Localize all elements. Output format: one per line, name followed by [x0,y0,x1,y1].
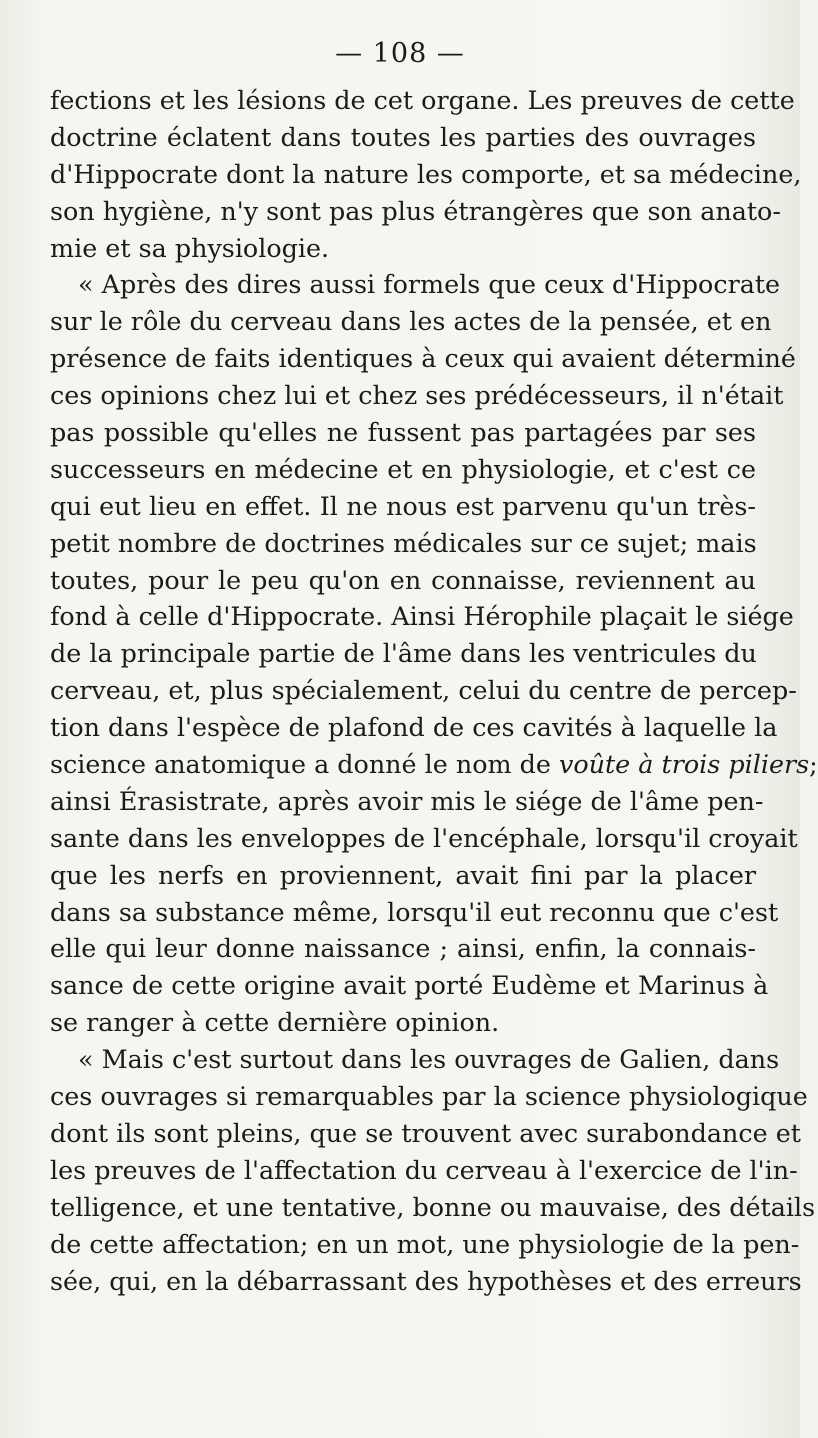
text-line [50,894,779,931]
text-segment: « Mais c'est surtout dans les ouvrages de Galien, dans [78,1044,780,1075]
text-segment: sance de cette origine avait porté Eudème et Marinus à [50,970,769,1001]
text-line [50,1004,756,1041]
text-line [50,340,796,377]
text-segment: les preuves de l'affectation du cerveau à l'exercice de l'in- [50,1154,798,1185]
text-line [50,746,818,783]
text-line [50,1041,780,1078]
text-segment: d'Hippocrate dont la nature les comporte, et sa médecine, [50,158,802,189]
text-line [50,930,756,967]
text-segment: dont ils sont pleins, que se trouvent avec surabondance et [50,1117,801,1148]
text-segment: sante dans les enveloppes de l'encéphale, lorsqu'il croyait [50,822,798,853]
italic-text: voûte à trois piliers [559,749,810,780]
body-text [50,82,818,1299]
text-segment: son hygiène, n'y sont pas plus étrangères que son anato- [50,195,781,226]
text-line [50,562,756,599]
text-line [50,783,764,820]
text-line [50,1115,801,1152]
text-segment: sée, qui, en la débarrassant des hypothèses et des erreurs [50,1265,802,1296]
text-segment: sur le rôle du cerveau dans les actes de la pensée, et en [50,306,772,337]
text-segment: toutes, pour le peu qu'on en connaisse, reviennent au [50,564,756,595]
text-line [50,266,781,303]
text-line [50,303,772,340]
text-segment: « Après des dires aussi formels que ceux d'Hippocrate [78,269,781,300]
text-line [50,193,781,230]
text-line [50,451,756,488]
text-segment: dans sa substance même, lorsqu'il eut reconnu que c'est [50,896,779,927]
text-line [50,967,769,1004]
text-line [50,857,756,894]
text-line [50,414,756,451]
text-segment: que les nerfs en proviennent, avait fini par la placer [50,859,756,890]
text-line [50,635,756,672]
text-line [50,156,802,193]
text-line [50,1263,802,1300]
text-line [50,709,778,746]
text-segment: cerveau, et, plus spécialement, celui du centre de percep- [50,675,797,706]
text-segment: telligence, et une tentative, bonne ou mauvaise, des détails [50,1191,816,1222]
text-line [50,1078,808,1115]
text-line [50,488,756,525]
text-line [50,230,756,267]
text-segment: de cette affectation; en un mot, une physiologie de la pen- [50,1228,800,1259]
text-segment: se ranger à cette dernière opinion. [50,1007,500,1038]
text-segment: tion dans l'espèce de plafond de ces cavités à laquelle la [50,712,778,743]
text-line [50,1152,798,1189]
text-segment: ces ouvrages si remarquables par la science physiologique [50,1081,808,1112]
text-line [50,525,756,562]
text-segment: ainsi Érasistrate, après avoir mis le siége de l'âme pen- [50,785,764,816]
text-segment: ; [809,749,818,780]
text-segment: doctrine éclatent dans toutes les parties des ouvrages [50,121,756,152]
text-segment: elle qui leur donne naissance ; ainsi, enfin, la connais- [50,933,756,964]
text-segment: pas possible qu'elles ne fussent pas partagées par ses [50,417,756,448]
text-segment: qui eut lieu en effet. Il ne nous est parvenu qu'un très- [50,490,756,521]
text-segment: fond à celle d'Hippocrate. Ainsi Hérophile plaçait le siége [50,601,794,632]
text-segment: présence de faits identiques à ceux qui avaient déterminé [50,343,796,374]
text-segment: ces opinions chez lui et chez ses prédécesseurs, il n'était [50,380,784,411]
text-line [50,672,797,709]
text-line [50,598,794,635]
text-segment: successeurs en médecine et en physiologie, et c'est ce [50,453,756,484]
page-number: — 108 — [335,38,465,69]
text-line [50,820,798,857]
text-segment: fections et les lésions de cet organe. Les preuves de cette [50,85,795,115]
text-segment: de la principale partie de l'âme dans les ventricules du [50,638,757,669]
text-line [50,1226,800,1263]
text-line [50,377,784,414]
text-segment: mie et sa physiologie. [50,232,330,263]
text-segment: petit nombre de doctrines médicales sur ce sujet; mais [50,527,757,558]
text-line [50,1189,816,1226]
text-line [50,119,756,156]
text-line [50,82,795,119]
text-segment: science anatomique a donné le nom de [50,749,559,780]
